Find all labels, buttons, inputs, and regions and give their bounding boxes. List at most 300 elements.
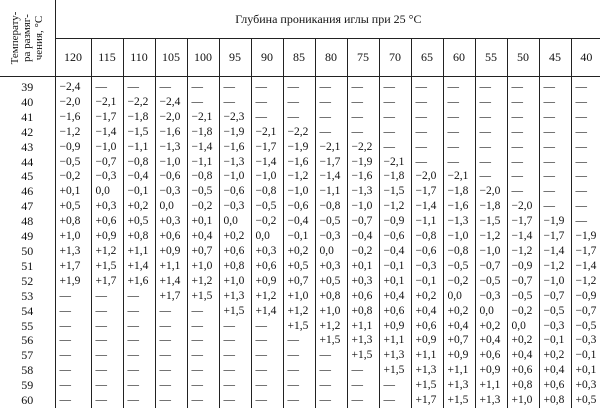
- value-cell: —: [251, 393, 283, 408]
- value-cell: +1,0: [507, 393, 539, 408]
- value-cell: +0,7: [283, 274, 315, 289]
- value-cell: +1,5: [443, 393, 475, 408]
- value-cell: —: [283, 95, 315, 110]
- value-cell: +0,4: [539, 363, 571, 378]
- value-cell: +0,2: [443, 304, 475, 319]
- value-cell: −1,4: [187, 140, 219, 155]
- value-cell: −2,1: [379, 155, 411, 170]
- value-cell: +1,1: [155, 259, 187, 274]
- value-cell: —: [379, 110, 411, 125]
- temperature-cell: 48: [0, 214, 55, 229]
- value-cell: —: [347, 125, 379, 140]
- table-body: [0, 77, 600, 408]
- value-cell: −1,6: [347, 169, 379, 184]
- value-cell: −0,7: [347, 214, 379, 229]
- value-cell: +0,5: [283, 259, 315, 274]
- value-cell: —: [379, 378, 411, 393]
- value-cell: −0,9: [55, 140, 91, 155]
- value-cell: −2,0: [475, 184, 507, 199]
- value-cell: −0,3: [155, 184, 187, 199]
- value-cell: +0,9: [475, 363, 507, 378]
- value-cell: +1,5: [283, 319, 315, 334]
- value-cell: +0,4: [187, 229, 219, 244]
- value-cell: −0,7: [475, 259, 507, 274]
- value-cell: —: [55, 363, 91, 378]
- value-cell: —: [475, 110, 507, 125]
- value-cell: −0,6: [411, 244, 443, 259]
- table-row: [0, 319, 600, 334]
- value-cell: −0,4: [123, 169, 155, 184]
- value-cell: −1,8: [379, 169, 411, 184]
- value-cell: −1,2: [575, 274, 597, 287]
- value-cell: —: [539, 140, 571, 155]
- value-cell: +1,1: [123, 244, 155, 259]
- temperature-cell: 54: [0, 304, 55, 319]
- value-cell: −1,8: [475, 199, 507, 214]
- value-cell: +0,3: [575, 379, 597, 392]
- value-cell: −1,4: [315, 169, 347, 184]
- value-cell: +1,1: [443, 363, 475, 378]
- value-cell: —: [379, 393, 411, 408]
- value-cell: +0,2: [539, 348, 571, 363]
- temperature-cell: 41: [0, 110, 55, 125]
- value-cell: +0,8: [315, 289, 347, 304]
- value-cell: −2,1: [315, 140, 347, 155]
- value-cell: —: [55, 378, 91, 393]
- value-cell: +1,1: [411, 348, 443, 363]
- value-cell: −0,1: [123, 184, 155, 199]
- value-cell: —: [539, 169, 571, 184]
- value-cell: +0,7: [443, 333, 475, 348]
- value-cell: —: [55, 289, 91, 304]
- value-cell: —: [507, 169, 539, 184]
- value-cell: −0,8: [411, 229, 443, 244]
- value-cell: −1,0: [443, 229, 475, 244]
- value-cell: +1,2: [187, 274, 219, 289]
- value-cell: —: [315, 95, 347, 110]
- value-cell: +0,8: [123, 229, 155, 244]
- value-cell: —: [251, 348, 283, 363]
- value-cell: —: [187, 378, 219, 393]
- table-row: [0, 378, 600, 393]
- value-cell: —: [575, 95, 587, 108]
- value-cell: −0,6: [219, 184, 251, 199]
- value-cell: −0,5: [507, 289, 539, 304]
- value-cell: +0,8: [55, 214, 91, 229]
- value-cell: −0,8: [443, 244, 475, 259]
- value-cell: −2,1: [251, 125, 283, 140]
- value-cell: +1,2: [251, 289, 283, 304]
- value-cell: +1,5: [219, 304, 251, 319]
- value-cell: +1,0: [283, 289, 315, 304]
- value-cell: —: [123, 304, 155, 319]
- value-cell: —: [315, 363, 347, 378]
- value-cell: 0,0: [315, 244, 347, 259]
- value-cell: −1,2: [475, 229, 507, 244]
- value-cell: −0,2: [347, 244, 379, 259]
- temperature-cell: 42: [0, 125, 55, 140]
- column-header: 95: [219, 39, 251, 77]
- value-cell: —: [219, 77, 251, 95]
- value-cell: —: [411, 125, 443, 140]
- value-cell: —: [347, 95, 379, 110]
- value-cell: +0,6: [539, 378, 571, 393]
- value-cell: +0,2: [411, 289, 443, 304]
- value-cell: —: [155, 304, 187, 319]
- value-cell: —: [379, 77, 411, 95]
- value-cell: −0,2: [55, 169, 91, 184]
- value-cell: +0,5: [315, 274, 347, 289]
- value-cell: −1,5: [123, 125, 155, 140]
- value-cell: +0,4: [379, 289, 411, 304]
- value-cell: +0,6: [475, 348, 507, 363]
- value-cell: —: [315, 393, 347, 408]
- column-header: 80: [315, 39, 347, 77]
- temperature-cell: 53: [0, 289, 55, 304]
- temperature-cell: 45: [0, 169, 55, 184]
- value-cell: +0,2: [283, 244, 315, 259]
- value-cell: —: [411, 95, 443, 110]
- value-cell: −0,7: [507, 274, 539, 289]
- value-cell: —: [315, 125, 347, 140]
- temperature-cell: 56: [0, 333, 55, 348]
- column-header: 85: [283, 39, 315, 77]
- value-cell: −1,9: [539, 214, 571, 229]
- value-cell: +1,0: [315, 304, 347, 319]
- value-cell: —: [123, 333, 155, 348]
- value-cell: −1,3: [443, 214, 475, 229]
- value-cell: −0,9: [575, 289, 597, 302]
- value-cell: —: [91, 319, 123, 334]
- temperature-header: [0, 0, 55, 77]
- table-row: [0, 214, 600, 229]
- value-cell: +1,3: [443, 378, 475, 393]
- value-cell: —: [575, 125, 587, 138]
- temperature-header-text: Температу- ра размяг- чения, °С: [9, 11, 45, 65]
- value-cell: −1,7: [251, 140, 283, 155]
- value-cell: +0,6: [251, 259, 283, 274]
- value-cell: —: [91, 393, 123, 408]
- value-cell: −0,6: [283, 199, 315, 214]
- value-cell: —: [55, 319, 91, 334]
- value-cell: −2,0: [55, 95, 91, 110]
- value-cell: —: [187, 77, 219, 95]
- value-cell: —: [475, 155, 507, 170]
- value-cell: −0,5: [251, 199, 283, 214]
- value-cell: —: [443, 140, 475, 155]
- value-cell: −1,6: [55, 110, 91, 125]
- value-cell: −0,4: [283, 214, 315, 229]
- value-cell: —: [539, 184, 571, 199]
- table-row: [0, 77, 600, 95]
- value-cell: 0,0: [475, 304, 507, 319]
- value-cell: —: [283, 333, 315, 348]
- table-row: [0, 155, 600, 170]
- value-cell: +1,7: [155, 289, 187, 304]
- value-cell: +0,5: [575, 394, 597, 407]
- value-cell: —: [251, 95, 283, 110]
- column-header: 50: [507, 39, 539, 77]
- value-cell: −1,2: [539, 259, 571, 274]
- value-cell: —: [219, 363, 251, 378]
- value-cell: +0,4: [475, 333, 507, 348]
- value-cell: −0,3: [219, 199, 251, 214]
- value-cell: +0,6: [379, 304, 411, 319]
- table-row: [0, 363, 600, 378]
- value-cell: −0,6: [155, 169, 187, 184]
- value-cell: +0,8: [539, 393, 571, 408]
- value-cell: −1,9: [219, 125, 251, 140]
- value-cell: —: [443, 155, 475, 170]
- value-cell: —: [219, 333, 251, 348]
- value-cell: —: [507, 77, 539, 95]
- value-cell: −0,7: [575, 304, 597, 317]
- value-cell: +1,0: [187, 259, 219, 274]
- value-cell: +0,9: [155, 244, 187, 259]
- value-cell: +0,6: [219, 244, 251, 259]
- value-cell: +0,9: [251, 274, 283, 289]
- value-cell: —: [575, 81, 587, 93]
- value-cell: —: [475, 125, 507, 140]
- value-cell: +0,6: [155, 229, 187, 244]
- value-cell: —: [575, 155, 587, 168]
- value-cell: +0,6: [411, 319, 443, 334]
- table-row: [0, 289, 600, 304]
- value-cell: —: [219, 378, 251, 393]
- value-cell: +0,8: [219, 259, 251, 274]
- value-cell: −0,1: [575, 349, 597, 362]
- value-cell: −0,5: [55, 155, 91, 170]
- value-cell: −1,2: [55, 125, 91, 140]
- value-cell: +0,5: [123, 214, 155, 229]
- value-cell: —: [251, 333, 283, 348]
- value-cell: −0,2: [187, 199, 219, 214]
- value-cell: —: [411, 110, 443, 125]
- value-cell: +0,4: [507, 348, 539, 363]
- value-cell: —: [283, 378, 315, 393]
- value-cell: —: [347, 363, 379, 378]
- temperature-cell: 43: [0, 140, 55, 155]
- temperature-cell: 47: [0, 199, 55, 214]
- value-cell: +1,2: [91, 244, 123, 259]
- value-cell: +1,6: [123, 274, 155, 289]
- value-cell: —: [283, 393, 315, 408]
- value-cell: −0,1: [379, 259, 411, 274]
- value-cell: 0,0: [251, 229, 283, 244]
- value-cell: +1,2: [283, 304, 315, 319]
- value-cell: —: [219, 319, 251, 334]
- value-cell: +0,4: [443, 319, 475, 334]
- value-cell: +1,4: [251, 304, 283, 319]
- value-cell: −2,3: [219, 110, 251, 125]
- column-header: 105: [155, 39, 187, 77]
- value-cell: −1,8: [443, 184, 475, 199]
- value-cell: −1,0: [475, 244, 507, 259]
- value-cell: —: [475, 77, 507, 95]
- value-cell: −0,7: [91, 155, 123, 170]
- value-cell: —: [91, 348, 123, 363]
- value-cell: —: [575, 170, 587, 183]
- table-row: [0, 140, 600, 155]
- value-cell: −1,3: [347, 184, 379, 199]
- value-cell: −0,5: [539, 304, 571, 319]
- value-cell: −1,7: [315, 155, 347, 170]
- value-cell: −2,1: [187, 110, 219, 125]
- value-cell: −0,1: [411, 274, 443, 289]
- value-cell: −0,9: [379, 214, 411, 229]
- column-header: 45: [539, 39, 571, 77]
- value-cell: +1,3: [219, 289, 251, 304]
- value-cell: +0,6: [507, 363, 539, 378]
- value-cell: —: [251, 77, 283, 95]
- column-header: 75: [347, 39, 379, 77]
- value-cell: −1,4: [91, 125, 123, 140]
- value-cell: −0,3: [575, 334, 597, 347]
- value-cell: +0,3: [91, 199, 123, 214]
- temperature-cell: 60: [0, 393, 55, 408]
- table-row: [0, 393, 600, 408]
- temperature-cell: 57: [0, 348, 55, 363]
- value-cell: —: [91, 304, 123, 319]
- value-cell: −0,3: [91, 169, 123, 184]
- value-cell: −1,4: [251, 155, 283, 170]
- value-cell: —: [443, 77, 475, 95]
- value-cell: −1,3: [155, 140, 187, 155]
- value-cell: +0,3: [251, 244, 283, 259]
- value-cell: —: [539, 199, 571, 214]
- value-cell: —: [315, 77, 347, 95]
- value-cell: —: [507, 140, 539, 155]
- table-row: [0, 199, 600, 214]
- value-cell: +0,9: [411, 333, 443, 348]
- value-cell: +0,8: [347, 304, 379, 319]
- temperature-cell: 40: [0, 95, 55, 110]
- value-cell: —: [507, 184, 539, 199]
- value-cell: —: [187, 95, 219, 110]
- column-header: 90: [251, 39, 283, 77]
- value-cell: —: [91, 77, 123, 95]
- value-cell: —: [347, 393, 379, 408]
- value-cell: +1,3: [55, 244, 91, 259]
- value-cell: −1,1: [187, 155, 219, 170]
- value-cell: −0,6: [379, 229, 411, 244]
- value-cell: −0,8: [315, 199, 347, 214]
- value-cell: —: [123, 393, 155, 408]
- value-cell: +1,5: [315, 333, 347, 348]
- value-cell: −0,4: [347, 229, 379, 244]
- value-cell: —: [123, 378, 155, 393]
- table-row: [0, 333, 600, 348]
- value-cell: −2,1: [91, 95, 123, 110]
- value-cell: 0,0: [91, 184, 123, 199]
- value-cell: —: [187, 393, 219, 408]
- value-cell: —: [539, 77, 571, 95]
- value-cell: −1,9: [575, 230, 597, 243]
- value-cell: —: [379, 95, 411, 110]
- value-cell: +0,4: [411, 304, 443, 319]
- value-cell: +1,3: [347, 333, 379, 348]
- value-cell: —: [55, 348, 91, 363]
- value-cell: +0,3: [155, 214, 187, 229]
- value-cell: —: [155, 378, 187, 393]
- value-cell: +0,9: [443, 348, 475, 363]
- value-cell: —: [155, 77, 187, 95]
- value-cell: −1,1: [315, 184, 347, 199]
- value-cell: −1,5: [475, 214, 507, 229]
- value-cell: —: [507, 125, 539, 140]
- value-cell: −1,6: [443, 199, 475, 214]
- value-cell: +1,4: [123, 259, 155, 274]
- value-cell: —: [55, 333, 91, 348]
- value-cell: −1,4: [507, 229, 539, 244]
- value-cell: —: [55, 304, 91, 319]
- value-cell: +1,3: [379, 348, 411, 363]
- value-cell: +1,4: [155, 274, 187, 289]
- value-cell: −2,0: [507, 199, 539, 214]
- value-cell: —: [219, 348, 251, 363]
- value-cell: —: [347, 110, 379, 125]
- value-cell: +0,2: [475, 319, 507, 334]
- value-cell: —: [315, 378, 347, 393]
- value-cell: —: [347, 378, 379, 393]
- temperature-cell: 51: [0, 259, 55, 274]
- value-cell: −0,5: [475, 274, 507, 289]
- value-cell: +0,9: [91, 229, 123, 244]
- value-cell: —: [539, 125, 571, 140]
- table-row: [0, 125, 600, 140]
- value-cell: —: [475, 140, 507, 155]
- value-cell: −0,2: [443, 274, 475, 289]
- value-cell: —: [91, 333, 123, 348]
- value-cell: —: [475, 169, 507, 184]
- value-cell: −1,2: [283, 169, 315, 184]
- value-cell: −2,0: [411, 169, 443, 184]
- value-cell: −1,4: [411, 199, 443, 214]
- value-cell: —: [219, 393, 251, 408]
- value-cell: —: [219, 95, 251, 110]
- value-cell: +1,0: [55, 229, 91, 244]
- value-cell: —: [251, 319, 283, 334]
- value-cell: −1,9: [347, 155, 379, 170]
- value-cell: −1,0: [219, 169, 251, 184]
- value-cell: −1,4: [539, 244, 571, 259]
- value-cell: —: [187, 304, 219, 319]
- column-header: 70: [379, 39, 411, 77]
- value-cell: 0,0: [443, 289, 475, 304]
- value-cell: —: [315, 110, 347, 125]
- value-cell: +0,1: [55, 184, 91, 199]
- table-row: [0, 244, 600, 259]
- table-row: [0, 304, 600, 319]
- value-cell: −0,5: [575, 319, 597, 332]
- value-cell: —: [283, 363, 315, 378]
- value-cell: —: [575, 140, 587, 153]
- table-row: [0, 169, 600, 184]
- value-cell: −1,0: [347, 199, 379, 214]
- table-title: Глубина проникания иглы при 25 °С: [55, 0, 600, 39]
- value-cell: —: [443, 95, 475, 110]
- value-cell: −0,7: [539, 289, 571, 304]
- value-cell: —: [123, 289, 155, 304]
- value-cell: —: [575, 110, 587, 123]
- table-row: [0, 259, 600, 274]
- value-cell: +0,8: [507, 378, 539, 393]
- value-cell: —: [507, 95, 539, 110]
- value-cell: —: [251, 363, 283, 378]
- value-cell: —: [475, 95, 507, 110]
- value-cell: −2,2: [347, 140, 379, 155]
- temperature-cell: 50: [0, 244, 55, 259]
